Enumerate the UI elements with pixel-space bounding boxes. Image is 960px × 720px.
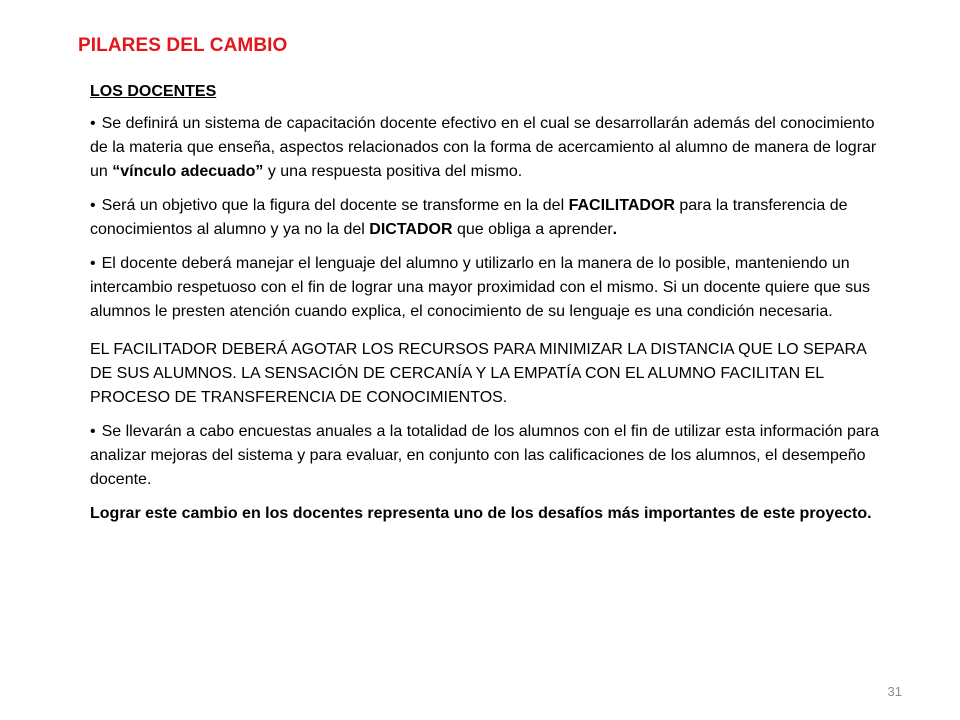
slide-content (90, 80, 890, 526)
bullet-paragraph-lenguaje (90, 252, 890, 324)
uppercase-statement: EL FACILITADOR DEBERÁ AGOTAR LOS RECURSOS PARA MINIMIZAR LA DISTANCIA QUE LO SEPARA DE SUS ALUMNOS. LA SENSACIÓN DE CERCANÍA Y LA EMPATÍA CON EL ALUMNO FACILITAN EL PROCESO DE TRANSFERENCIA DE CONOCIMIENTOS. (90, 341, 866, 406)
paragraph-text: para la transferencia de conocimientos al alumno y ya no la del (90, 197, 848, 238)
bullet-paragraph-facilitador (90, 194, 890, 242)
paragraph-text: que obliga a aprender (452, 221, 613, 238)
emphasis-dictador: DICTADOR (369, 221, 453, 238)
page-number: 31 (887, 684, 902, 699)
bullet-paragraph-capacitacion (90, 112, 890, 184)
bullet-icon: • (90, 255, 96, 272)
bullet-icon: • (90, 423, 96, 440)
paragraph-text: Se definirá un sistema de capacitación docente efectivo en el cual se desarrollarán además del conocimiento de la materia que enseña, aspectos relacionados con la forma de acercamiento al alumno de manera de lograr un (90, 115, 877, 180)
section-heading: LOS DOCENTES (90, 83, 217, 100)
final-statement: Lograr este cambio en los docentes representa uno de los desafíos más importantes de este proyecto. (90, 505, 872, 522)
paragraph-text: Se llevarán a cabo encuestas anuales a la totalidad de los alumnos con el fin de utilizar esta información para analizar mejoras del sistema y para evaluar, en conjunto con las calificaciones de los alumnos, el desempeño docente. (90, 423, 879, 488)
emphasis-vinculo: “vínculo adecuado” (112, 163, 264, 180)
bullet-paragraph-encuestas (90, 420, 890, 492)
slide-title: PILARES DEL CAMBIO (78, 35, 288, 56)
paragraph-text: Será un objetivo que la figura del docente se transforme en la del (101, 197, 569, 214)
bullet-icon: • (90, 197, 96, 214)
emphasis-period: . (612, 221, 618, 238)
paragraph-text: y una respuesta positiva del mismo. (263, 163, 523, 180)
emphasis-facilitador: FACILITADOR (568, 197, 675, 214)
paragraph-text: El docente deberá manejar el lenguaje del alumno y utilizarlo en la manera de lo posible, manteniendo un intercambio respetuoso con el fin de lograr una mayor proximidad con el mismo. Si un docente quiere que sus alumnos le presten atención cuando explica, el conocimiento de su lenguaje es una condición necesaria. (90, 255, 870, 320)
bullet-icon: • (90, 115, 96, 132)
